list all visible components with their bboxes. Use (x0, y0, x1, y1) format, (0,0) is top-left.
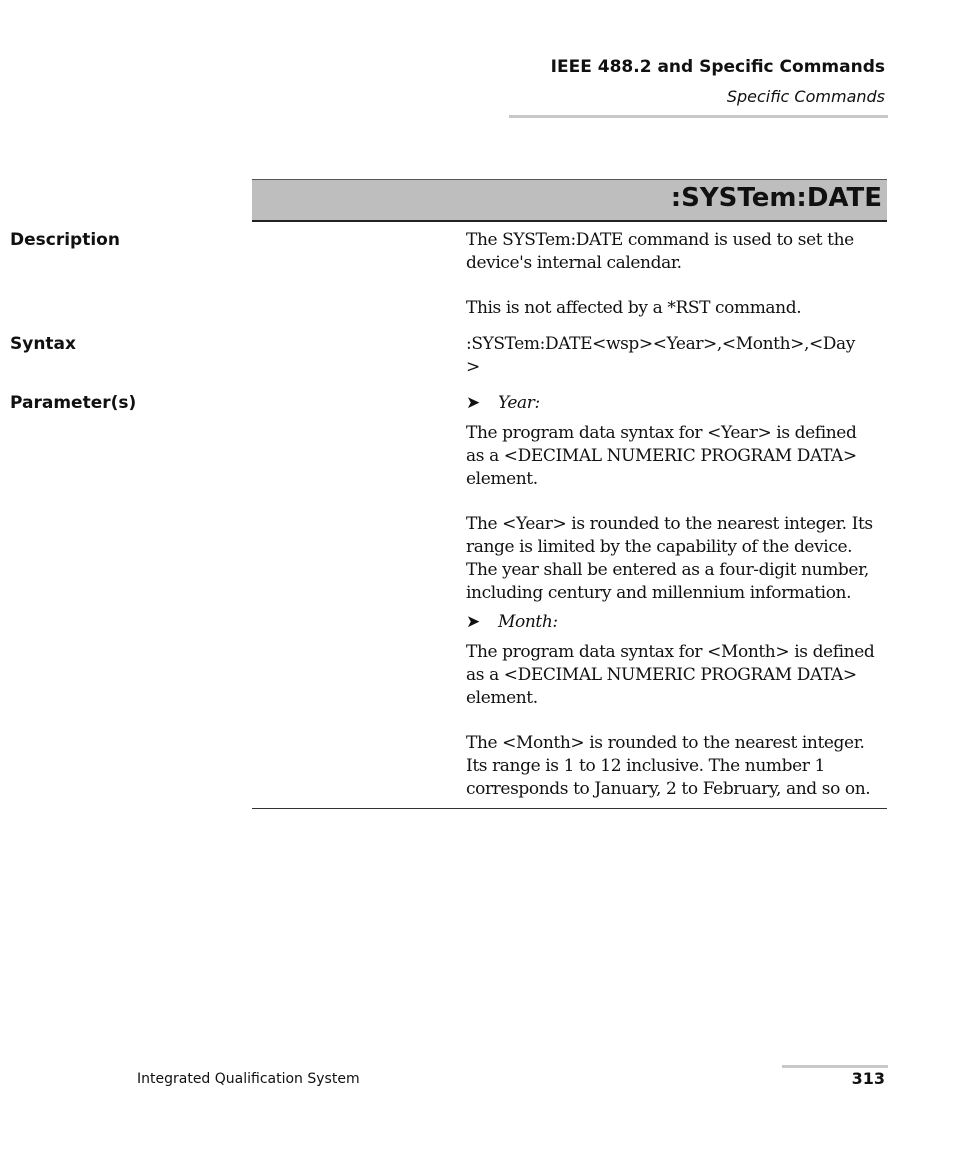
footer-divider (782, 1065, 888, 1068)
footer-product-name: Integrated Qualification System (137, 1071, 360, 1087)
year-parameter-heading (466, 392, 540, 415)
description-label: Description (10, 230, 120, 250)
month-parameter-name: Month: (498, 612, 558, 632)
month-description-line: The program data syntax for <Month> is defined (466, 642, 875, 662)
year-description-line: The year shall be entered as a four-digit number, (466, 560, 869, 580)
year-description-line: element. (466, 469, 538, 489)
month-description-line: Its range is 1 to 12 inclusive. The number 1 (466, 756, 825, 776)
month-parameter-heading (466, 611, 558, 634)
year-description-line: including century and millennium information. (466, 583, 852, 603)
parameters-label: Parameter(s) (10, 393, 137, 413)
page-number: 313 (851, 1069, 885, 1088)
arrow-bullet-icon: ➤ (466, 393, 480, 413)
month-description-line: as a <DECIMAL NUMERIC PROGRAM DATA> (466, 665, 857, 685)
syntax-line: > (466, 357, 480, 377)
year-description-line: The program data syntax for <Year> is defined (466, 423, 857, 443)
chapter-title: IEEE 488.2 and Specific Commands (550, 57, 885, 77)
month-description-line: element. (466, 688, 538, 708)
description-line: The SYSTem:DATE command is used to set the (466, 230, 854, 250)
command-name: :SYSTem:DATE (670, 183, 882, 213)
year-description-line: as a <DECIMAL NUMERIC PROGRAM DATA> (466, 446, 857, 466)
table-bottom-divider (252, 808, 887, 809)
year-description-line: range is limited by the capability of the device. (466, 537, 853, 557)
month-description-line: The <Month> is rounded to the nearest integer. (466, 733, 865, 753)
description-line: device's internal calendar. (466, 253, 682, 273)
description-line: This is not affected by a *RST command. (466, 298, 802, 318)
syntax-label: Syntax (10, 334, 76, 354)
syntax-line: :SYSTem:DATE<wsp><Year>,<Month>,<Day (466, 334, 855, 354)
month-description-line: corresponds to January, 2 to February, and so on. (466, 779, 871, 799)
arrow-bullet-icon: ➤ (466, 612, 480, 632)
header-divider (509, 115, 888, 118)
command-title-bar (252, 179, 887, 222)
year-description-line: The <Year> is rounded to the nearest integer. Its (466, 514, 873, 534)
section-subtitle: Specific Commands (726, 87, 885, 106)
year-parameter-name: Year: (498, 393, 540, 413)
